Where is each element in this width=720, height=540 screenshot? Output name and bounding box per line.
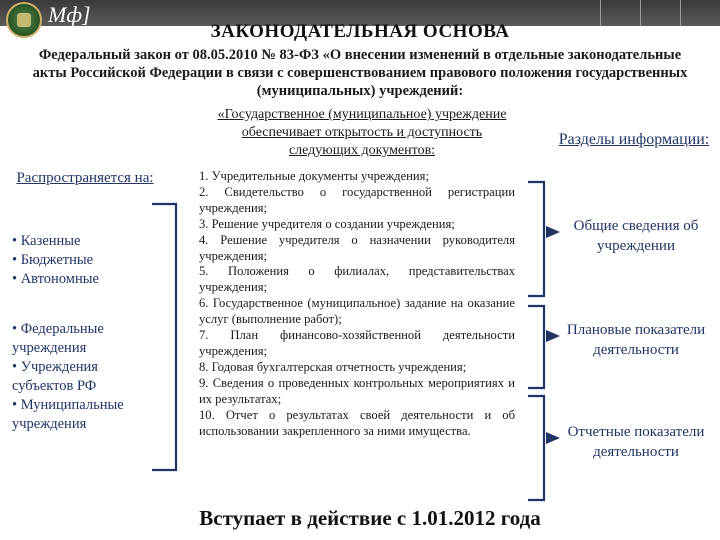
list-item: 3. Решение учредителя о создании учреждения; [199,216,455,231]
list-item: учреждения [12,416,87,432]
right-bracket-bottom [528,396,544,500]
list-item: учреждения [12,340,87,356]
arrow-icon [546,226,560,238]
list-item: субъектов РФ [12,378,97,394]
list-item: 4. Решение учредителя о назначении руководителя учреждения; [199,232,515,263]
page-title: ЗАКОНОДАТЕЛЬНАЯ ОСНОВА [210,21,510,42]
right-bracket-middle [528,306,544,388]
left-bracket [152,204,176,470]
list-item: • Бюджетные [12,252,94,268]
list-item: • Муниципальные [12,397,124,413]
effective-date: Вступает в действие с 1.01.2012 года [199,506,541,530]
law-subtitle: Федеральный закон от 08.05.2010 № 83-ФЗ «О внесении изменений в отдельные законодательные акты Российской Федерации в связи с совершенствованием правового положения государственных (муниципальных) учреждений: [32,47,688,99]
list-item: • Автономные [12,271,99,287]
list-item: 7. План финансово-хозяйственной деятельности учреждения; [199,328,515,358]
list-item: 2. Свидетельство о государственной регистрации учреждения; [199,184,515,215]
list-item: 8. Годовая бухгалтерская отчетность учреждения; [199,359,467,374]
list-item: • Федеральные [12,321,104,337]
list-item: 5. Положения о филиалах, представительствах учреждения; [199,264,515,295]
list-item: • Казенные [12,233,81,249]
list-item: 6. Государственное (муниципальное) задание на оказание услуг (выполнение работ); [199,296,515,327]
brand-mark: Мф] [48,2,91,27]
list-item: 1. Учредительные документы учреждения; [199,169,429,183]
list-item: 10. Отчет о результатах своей деятельности и об использовании закрепленного за ними имущества. [199,407,515,438]
right-bracket-top [528,182,544,296]
section-planned-indicators: Плановые показатели деятельности [566,322,706,358]
list-item: • Учреждения [12,359,98,375]
section-general-info: Общие сведения об учреждении [573,218,699,254]
documents-heading: «Государственное (муниципальное) учреждение обеспечивает открытость и доступность следующих документов: [217,107,507,158]
arrow-icon [546,330,560,342]
sections-heading: Разделы информации: [558,131,710,148]
arrow-icon [546,432,560,444]
section-reported-indicators: Отчетные показатели деятельности [567,424,705,460]
list-item: 9. Сведения о проведенных контрольных мероприятиях и их результатах; [199,375,515,406]
scope-heading: Распространяется на: [16,170,154,186]
